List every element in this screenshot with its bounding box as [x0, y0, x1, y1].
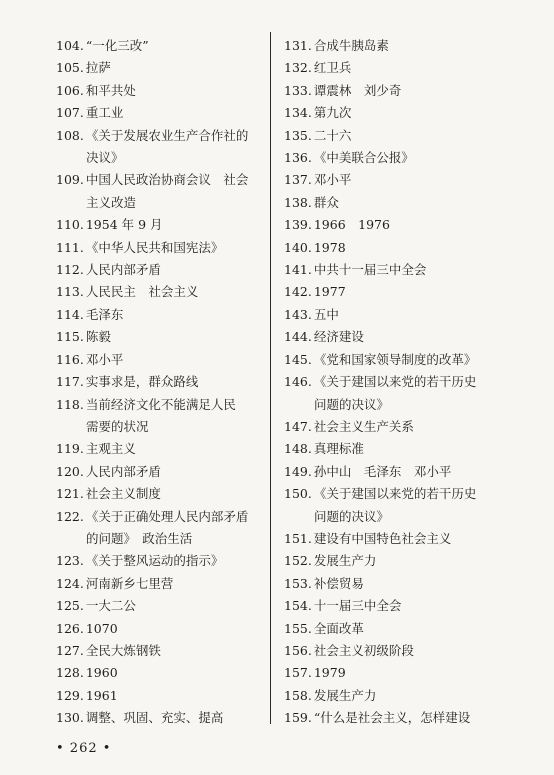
entry-text: 实事求是，群众路线: [85, 374, 199, 390]
entry-text: 《关于建国以来党的若干历史: [313, 486, 477, 502]
entry-text: 人民民主 社会主义: [85, 284, 199, 300]
entry-text: 《中华人民共和国宪法》: [85, 239, 224, 255]
entry-number: 121.: [56, 486, 84, 502]
answer-entry: [284, 685, 504, 707]
answer-entry: [56, 169, 268, 191]
entry-number: 154.: [284, 598, 312, 614]
entry-number: 159.: [284, 710, 312, 726]
entry-text: 河南新乡七里营: [85, 575, 174, 591]
entry-text: 社会主义生产关系: [313, 418, 414, 434]
answer-entry-continuation: [56, 192, 268, 214]
entry-text: 1977: [313, 284, 346, 300]
entry-text: 全民大炼钢铁: [85, 642, 161, 658]
entry-text: 社会主义初级阶段: [313, 642, 414, 658]
answer-entry: [56, 237, 268, 259]
entry-number: 148.: [284, 441, 312, 457]
entry-number: 112.: [56, 262, 84, 278]
answer-entry: [56, 281, 268, 303]
answer-entry: [56, 394, 268, 416]
entry-number: 114.: [56, 306, 84, 322]
answer-entry: [284, 528, 504, 550]
answer-entry: [284, 416, 504, 438]
answer-entry: [284, 483, 504, 505]
entry-text: 1979: [313, 665, 346, 681]
entry-number: 127.: [56, 642, 84, 658]
answer-entry: [284, 304, 504, 326]
entry-number: 150.: [284, 486, 312, 502]
answer-entry: [56, 125, 268, 147]
entry-text: 《关于整风运动的指示》: [85, 553, 224, 569]
entry-text: 陈毅: [85, 329, 111, 345]
entry-number: 105.: [56, 60, 84, 76]
entry-number: 128.: [56, 665, 84, 681]
answer-entry: [284, 707, 504, 729]
entry-text: 1960: [85, 665, 118, 681]
entry-number: 145.: [284, 351, 312, 367]
entry-number: 149.: [284, 463, 312, 479]
entry-number: 106.: [56, 82, 84, 98]
entry-number: 156.: [284, 642, 312, 658]
answer-entry: [56, 550, 268, 572]
entry-text: 邓小平: [313, 172, 352, 188]
answer-entry: [284, 102, 504, 124]
entry-text: 1954 年 9 月: [85, 217, 163, 233]
entry-number: 153.: [284, 575, 312, 591]
answer-entry: [284, 147, 504, 169]
answer-entry: [56, 483, 268, 505]
entry-text: 《中美联合公报》: [313, 150, 414, 166]
entry-text: 1070: [85, 620, 118, 636]
entry-text: “一化三改”: [85, 38, 149, 53]
entry-text: 人民内部矛盾: [85, 262, 161, 278]
entry-text: 真理标准: [313, 441, 364, 457]
entry-text: 建设有中国特色社会主义: [313, 530, 452, 546]
answer-entry: [56, 57, 268, 79]
entry-text: 中国人民政治协商会议 社会: [85, 172, 249, 188]
answer-entry: [56, 573, 268, 595]
entry-text: 主观主义: [85, 441, 136, 457]
entry-number: 118.: [56, 396, 84, 412]
entry-text: 五中: [313, 306, 339, 322]
answer-entry: [56, 259, 268, 281]
entry-text: 和平共处: [85, 82, 136, 98]
answer-entry: [56, 35, 268, 57]
answer-entry: [56, 595, 268, 617]
answer-entry: [284, 237, 504, 259]
entry-text: 1966 1976: [313, 217, 390, 233]
entry-number: 116.: [56, 351, 84, 367]
entry-text: 决议》: [86, 150, 124, 166]
entry-number: 110.: [56, 217, 84, 233]
entry-text: 1978: [313, 239, 346, 255]
entry-number: 117.: [56, 374, 84, 390]
answer-entry: [284, 125, 504, 147]
answer-entry: [284, 192, 504, 214]
column-divider: [270, 32, 271, 724]
answer-entry-continuation: [284, 506, 504, 528]
answer-entry-continuation: [56, 416, 268, 438]
entry-text: 社会主义制度: [85, 486, 161, 502]
entry-number: 157.: [284, 665, 312, 681]
entry-text: 《关于发展农业生产合作社的: [85, 127, 249, 143]
entry-number: 130.: [56, 710, 84, 726]
entry-number: 158.: [284, 687, 312, 703]
entry-number: 140.: [284, 239, 312, 255]
answer-entry: [56, 461, 268, 483]
entry-number: 122.: [56, 508, 84, 524]
entry-text: 中共十一届三中全会: [313, 262, 427, 278]
entry-text: 全面改革: [313, 620, 364, 636]
answer-entry: [284, 371, 504, 393]
entry-number: 123.: [56, 553, 84, 569]
entry-number: 129.: [56, 687, 84, 703]
answer-entry: [56, 326, 268, 348]
entry-number: 155.: [284, 620, 312, 636]
answer-entry: [284, 618, 504, 640]
entry-text: 十一届三中全会: [313, 598, 402, 614]
entry-number: 124.: [56, 575, 84, 591]
entry-number: 104.: [56, 38, 84, 53]
answer-entry: [56, 618, 268, 640]
entry-text: 调整、巩固、充实、提高: [85, 710, 224, 726]
answer-entry: [284, 326, 504, 348]
entry-text: “什么是社会主义，怎样建设: [313, 710, 471, 726]
answer-entry: [284, 35, 504, 57]
answer-entry: [284, 169, 504, 191]
entry-number: 147.: [284, 418, 312, 434]
entry-text: 群众: [313, 194, 339, 210]
entry-text: 谭震林 刘少奇: [313, 82, 402, 98]
entry-text: 《关于正确处理人民内部矛盾: [85, 508, 249, 524]
entry-number: 134.: [284, 105, 312, 121]
entry-text: 拉萨: [85, 60, 111, 76]
answer-entry: [56, 640, 268, 662]
answer-entry: [284, 349, 504, 371]
answer-entry: [284, 461, 504, 483]
answer-entry: [56, 685, 268, 707]
entry-number: 120.: [56, 463, 84, 479]
entry-number: 135.: [284, 127, 312, 143]
entry-number: 146.: [284, 374, 312, 390]
answer-entry: [56, 349, 268, 371]
entry-text: 二十六: [313, 127, 352, 143]
entry-number: 143.: [284, 306, 312, 322]
entry-number: 142.: [284, 284, 312, 300]
answer-entry: [284, 214, 504, 236]
answer-entry: [56, 707, 268, 729]
entry-number: 108.: [56, 127, 84, 143]
answer-entry: [284, 573, 504, 595]
left-answer-column: [56, 35, 268, 730]
entry-text: 红卫兵: [313, 60, 352, 76]
entry-text: 毛泽东: [85, 306, 124, 322]
entry-text: 当前经济文化不能满足人民: [85, 396, 236, 412]
answer-entry-continuation: [56, 528, 268, 550]
entry-number: 125.: [56, 598, 84, 614]
answer-entry: [284, 438, 504, 460]
entry-number: 107.: [56, 105, 84, 121]
answer-entry: [284, 550, 504, 572]
entry-text: 问题的决议》: [314, 508, 390, 524]
entry-number: 137.: [284, 172, 312, 188]
page-number: • 262 •: [56, 741, 112, 756]
entry-number: 115.: [56, 329, 84, 345]
entry-text: 第九次: [313, 105, 352, 121]
answer-entry: [284, 595, 504, 617]
entry-text: 的问题》 政治生活: [86, 530, 193, 546]
entry-text: 问题的决议》: [314, 396, 390, 412]
entry-text: 《党和国家领导制度的改革》: [313, 351, 477, 367]
entry-text: 发展生产力: [313, 553, 377, 569]
answer-entry-continuation: [284, 394, 504, 416]
answer-entry: [284, 640, 504, 662]
entry-number: 132.: [284, 60, 312, 76]
answer-entry: [56, 506, 268, 528]
entry-text: 孙中山 毛泽东 邓小平: [313, 463, 452, 479]
answer-entry: [56, 371, 268, 393]
answer-entry: [284, 281, 504, 303]
entry-number: 136.: [284, 150, 312, 166]
entry-number: 152.: [284, 553, 312, 569]
entry-number: 133.: [284, 82, 312, 98]
entry-text: 一大二公: [85, 598, 136, 614]
entry-number: 113.: [56, 284, 84, 300]
entry-number: 138.: [284, 194, 312, 210]
answer-entry: [284, 57, 504, 79]
entry-number: 111.: [56, 239, 84, 255]
answer-entry: [284, 80, 504, 102]
entry-number: 119.: [56, 441, 84, 457]
entry-text: 1961: [85, 687, 118, 703]
entry-text: 发展生产力: [313, 687, 377, 703]
answer-entry: [56, 214, 268, 236]
entry-text: 补偿贸易: [313, 575, 364, 591]
entry-text: 经济建设: [313, 329, 364, 345]
answer-entry: [284, 662, 504, 684]
answer-entry-continuation: [56, 147, 268, 169]
answer-entry: [56, 438, 268, 460]
entry-text: 主义改造: [86, 194, 137, 210]
entry-number: 151.: [284, 530, 312, 546]
answer-entry: [56, 80, 268, 102]
entry-number: 126.: [56, 620, 84, 636]
entry-number: 109.: [56, 172, 84, 188]
entry-text: 邓小平: [85, 351, 124, 367]
entry-number: 131.: [284, 38, 312, 53]
entry-text: 需要的状况: [86, 418, 149, 434]
answer-entry: [284, 259, 504, 281]
entry-text: 重工业: [85, 105, 124, 121]
entry-number: 144.: [284, 329, 312, 345]
right-answer-column: [284, 35, 504, 730]
answer-entry: [56, 662, 268, 684]
entry-text: 合成牛胰岛素: [313, 38, 389, 53]
entry-text: 《关于建国以来党的若干历史: [313, 374, 477, 390]
entry-number: 139.: [284, 217, 312, 233]
answer-entry: [56, 304, 268, 326]
entry-text: 人民内部矛盾: [85, 463, 161, 479]
answer-entry: [56, 102, 268, 124]
entry-number: 141.: [284, 262, 312, 278]
